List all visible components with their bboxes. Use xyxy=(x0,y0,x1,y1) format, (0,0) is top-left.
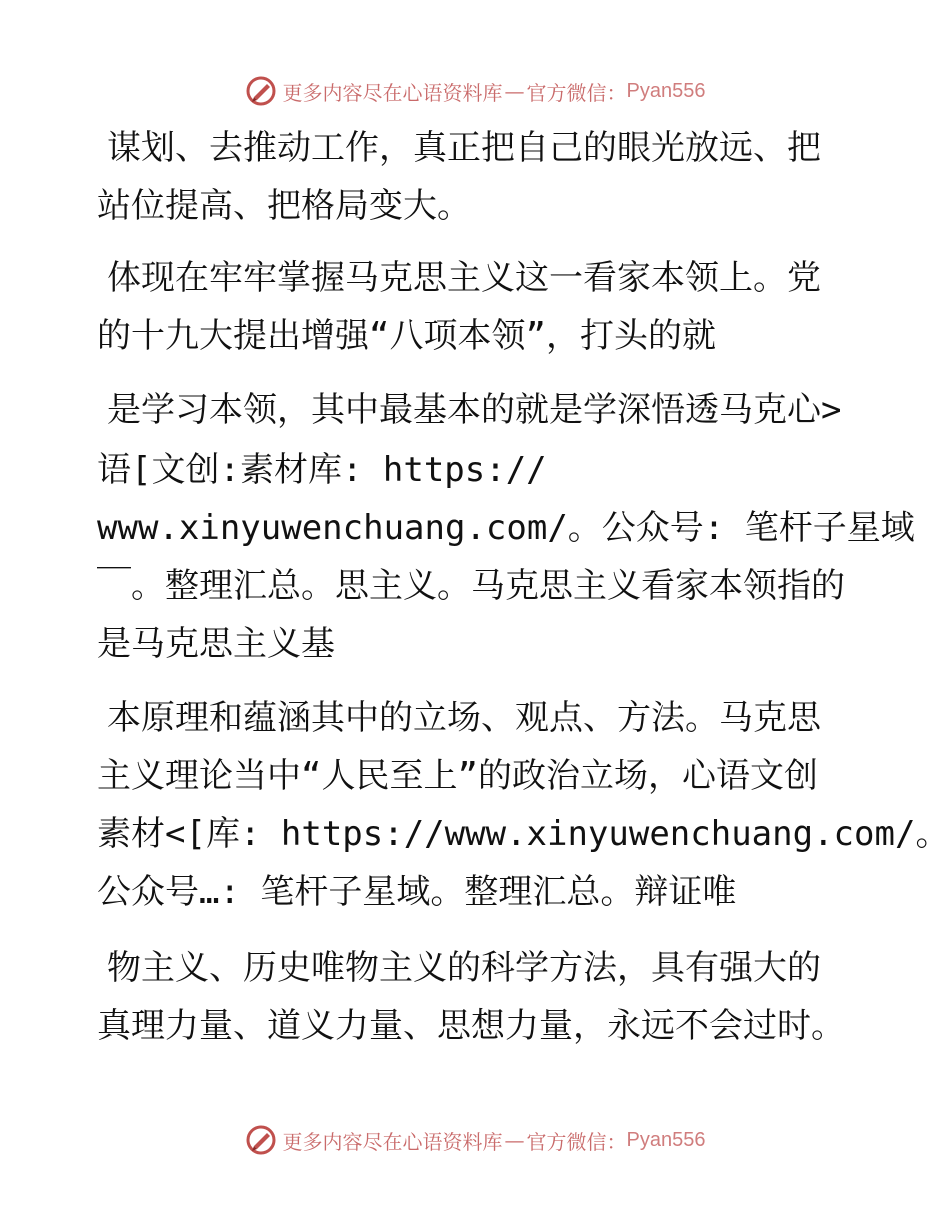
banner-wechat-label: 官方微信： xyxy=(526,80,627,105)
banner-dash: — xyxy=(504,1128,525,1152)
header-watermark-banner xyxy=(0,71,950,111)
banner-wechat-id: Pyan556 xyxy=(626,1128,706,1151)
body-line: 本原理和蕴涵其中的立场、观点、方法。马克思 xyxy=(107,698,821,738)
body-line: 真理力量、道义力量、思想力量，永远不会过时。 xyxy=(97,1006,845,1046)
body-line: 主义理论当中“人民至上”的政治立场，心语文创 xyxy=(97,756,818,796)
body-line: 是马克思主义基 xyxy=(97,624,335,664)
body-line: ￣。整理汇总。思主义。马克思主义看家本领指的 xyxy=(97,566,845,606)
banner-dash: — xyxy=(504,79,525,103)
body-line: 谋划、去推动工作，真正把自己的眼光放远、把 xyxy=(107,128,821,168)
banner-main-text: 更多内容尽在心语资料库 xyxy=(282,80,503,105)
body-line: 体现在牢牢掌握马克思主义这一看家本领上。党 xyxy=(107,258,821,298)
body-line: 是学习本领，其中最基本的就是学深悟透马克心> xyxy=(107,390,842,430)
banner-main-text: 更多内容尽在心语资料库 xyxy=(282,1129,503,1154)
banner-wechat-id: Pyan556 xyxy=(626,79,706,102)
body-line: 素材<[库: https://www.xinyuwenchuang.com/。 xyxy=(97,814,950,854)
pen-logo-icon xyxy=(245,75,277,107)
footer-watermark-banner xyxy=(0,1120,950,1160)
banner-wechat-label: 官方微信： xyxy=(526,1129,627,1154)
body-line: 站位提高、把格局变大。 xyxy=(97,186,471,226)
body-line: 物主义、历史唯物主义的科学方法，具有强大的 xyxy=(107,948,821,988)
body-line: 的十九大提出增强“八项本领”，打头的就 xyxy=(97,316,716,356)
body-line: www.xinyuwenchuang.com/。公众号: 笔杆子星域 xyxy=(97,508,915,548)
body-line: 公众号…: 笔杆子星域。整理汇总。辩证唯 xyxy=(97,872,737,912)
body-line: 语[文创:素材库: https:// xyxy=(97,450,547,490)
pen-logo-icon xyxy=(245,1124,277,1156)
